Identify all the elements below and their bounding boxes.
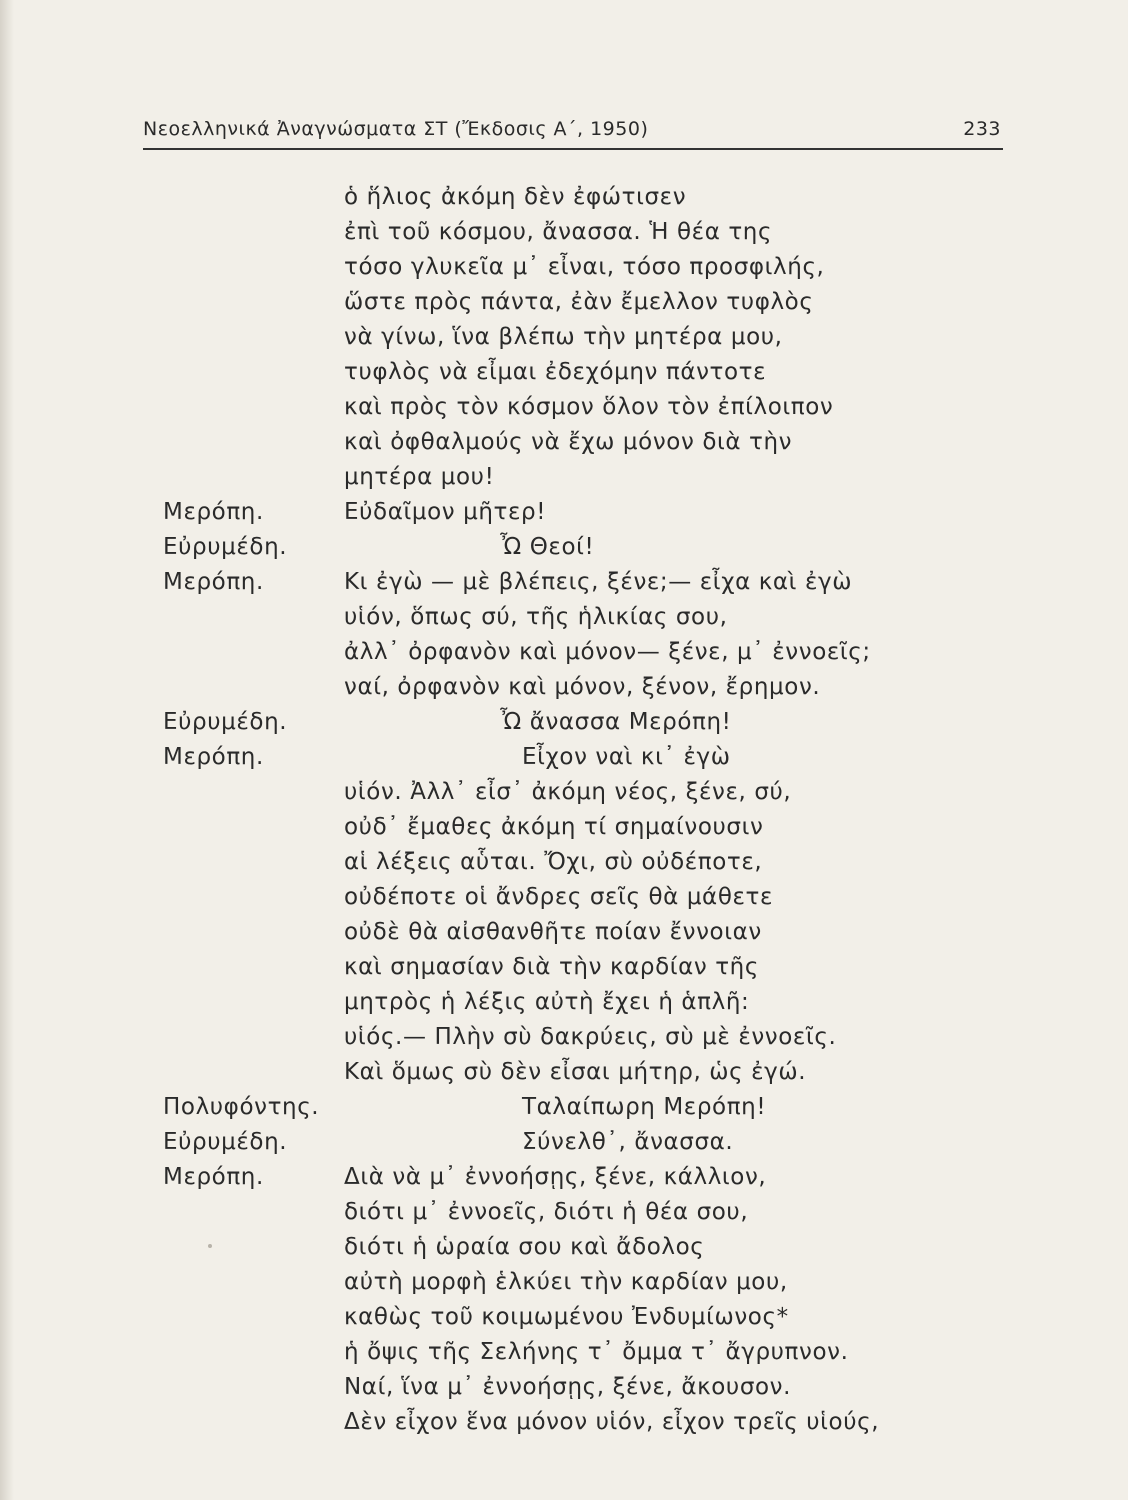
verse-line: Διὰ νὰ μ᾽ ἐννοήσῃς, ξένε, κάλλιον,	[344, 1164, 767, 1190]
page-edge	[0, 0, 14, 1500]
running-header	[143, 114, 1003, 150]
verse-line: μητρὸς ἡ λέξις αὐτὴ ἔχει ἡ ἁπλῆ:	[344, 989, 750, 1015]
verse-line: Ναί, ἵνα μ᾽ ἐννοήσῃς, ξένε, ἄκουσον.	[344, 1374, 792, 1400]
verse-line: Σύνελθ᾽, ἄνασσα.	[522, 1129, 734, 1155]
verse-line: Εἶχον ναὶ κι᾽ ἐγὼ	[522, 744, 731, 770]
verse-line: διότι μ᾽ ἐννοεῖς, διότι ἡ θέα σου,	[344, 1199, 749, 1225]
verse-line: καὶ σημασίαν διὰ τὴν καρδίαν τῆς	[344, 954, 759, 980]
verse-line: Εὐδαῖμον μῆτερ!	[344, 499, 547, 525]
verse-line: υἱός.— Πλὴν σὺ δακρύεις, σὺ μὲ ἐννοεῖς.	[344, 1024, 837, 1050]
verse-line: καὶ πρὸς τὸν κόσμον ὅλον τὸν ἐπίλοιπον	[344, 394, 834, 420]
speaker-name: Εὐρυμέδη.	[163, 1129, 288, 1155]
speaker-name: Μερόπη.	[163, 569, 264, 595]
verse-line: ἀλλ᾽ ὀρφανὸν καὶ μόνον— ξένε, μ᾽ ἐννοεῖς;	[344, 639, 871, 665]
verse-line: ἐπὶ τοῦ κόσμου, ἄνασσα. Ἡ θέα της	[344, 219, 773, 245]
speaker-name: Μερόπη.	[163, 1164, 264, 1190]
verse-line: καθὼς τοῦ κοιμωμένου Ἐνδυμίωνος*	[344, 1304, 789, 1330]
verse-line: τυφλὸς νὰ εἶμαι ἐδεχόμην πάντοτε	[344, 359, 767, 385]
verse-line: οὐδ᾽ ἔμαθες ἀκόμη τί σημαίνουσιν	[344, 814, 764, 840]
verse-line: ὥστε πρὸς πάντα, ἐὰν ἔμελλον τυφλὸς	[344, 289, 814, 315]
running-title: Νεοελληνικά Ἀναγνώσματα ΣΤ (Ἔκδοσις Α΄, 1950)	[143, 118, 649, 140]
header-rule	[143, 148, 1003, 150]
verse-line: υἱόν, ὅπως σύ, τῆς ἡλικίας σου,	[344, 604, 728, 630]
verse-line: ὁ ἥλιος ἀκόμη δὲν ἐφώτισεν	[344, 184, 687, 210]
verse-line: Ταλαίπωρη Μερόπη!	[522, 1094, 767, 1120]
verse-line: ἡ ὄψις τῆς Σελήνης τ᾽ ὄμμα τ᾽ ἄγρυπνον.	[344, 1339, 849, 1365]
verse-line: νὰ γίνω, ἵνα βλέπω τὴν μητέρα μου,	[344, 324, 783, 350]
verse-line: τόσο γλυκεῖα μ᾽ εἶναι, τόσο προσφιλής,	[344, 254, 825, 280]
verse-line: αὐτὴ μορφὴ ἑλκύει τὴν καρδίαν μου,	[344, 1269, 788, 1295]
verse-line: Κι ἐγὼ — μὲ βλέπεις, ξένε;— εἶχα καὶ ἐγὼ	[344, 569, 853, 595]
speaker-name: Εὐρυμέδη.	[163, 534, 288, 560]
page-number: 233	[963, 118, 1001, 140]
verse-line: μητέρα μου!	[344, 464, 495, 490]
speaker-name: Εὐρυμέδη.	[163, 709, 288, 735]
speaker-name: Μερόπη.	[163, 499, 264, 525]
verse-line: υἱόν. Ἀλλ᾽ εἶσ᾽ ἀκόμη νέος, ξένε, σύ,	[344, 779, 792, 805]
verse-line: Ὦ ἄνασσα Μερόπη!	[500, 709, 732, 735]
verse-line: αἱ λέξεις αὗται. Ὄχι, σὺ οὐδέποτε,	[344, 849, 763, 875]
verse-line: Δὲν εἶχον ἕνα μόνον υἱόν, εἶχον τρεῖς υἱούς,	[344, 1409, 880, 1435]
verse-line: διότι ἡ ὡραία σου καὶ ἄδολος	[344, 1234, 705, 1260]
verse-line: ναί, ὀρφανὸν καὶ μόνον, ξένον, ἔρημον.	[344, 674, 821, 700]
verse-line: Καὶ ὅμως σὺ δὲν εἶσαι μήτηρ, ὡς ἐγώ.	[344, 1059, 807, 1085]
margin-mark	[208, 1244, 212, 1248]
verse-line: Ὦ Θεοί!	[500, 534, 595, 560]
verse-line: καὶ ὀφθαλμούς νὰ ἔχω μόνον διὰ τὴν	[344, 429, 793, 455]
verse-line: οὐδέποτε οἱ ἄνδρες σεῖς θὰ μάθετε	[344, 884, 774, 910]
verse-line: οὐδὲ θὰ αἰσθανθῆτε ποίαν ἔννοιαν	[344, 919, 762, 945]
speaker-name: Μερόπη.	[163, 744, 264, 770]
speaker-name: Πολυφόντης.	[163, 1094, 320, 1120]
